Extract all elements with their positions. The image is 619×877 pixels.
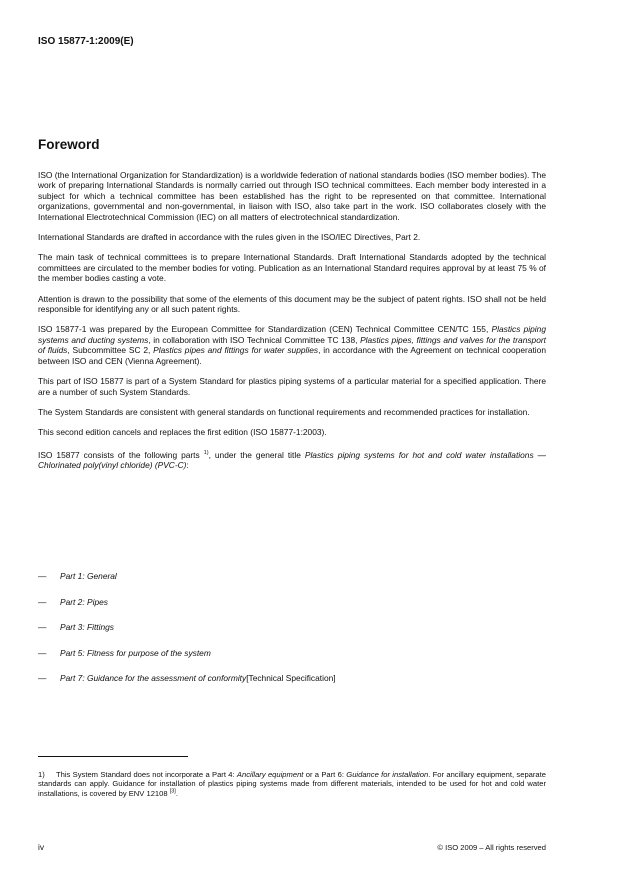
list-dash: — bbox=[38, 596, 47, 607]
list-item bbox=[38, 648, 546, 674]
page-number: iv bbox=[38, 842, 45, 852]
part-name: Guidance for installation bbox=[346, 770, 429, 779]
part-title: Part 5: Fitness for purpose of the system bbox=[60, 647, 211, 658]
text-segment: ISO 15877 consists of the following parts bbox=[38, 449, 204, 460]
list-dash: — bbox=[38, 673, 47, 683]
paragraph-iso-intro: ISO (the International Organization for Standardization) is a worldwide federation of national standards bodies (ISO member bodies). The work of preparing International Standards is normally carried out through ISO technical committees. Each member body interested in a subject for which a technical committee has been established has the right to be represented on that committee. International organizations, governmental and non-governmental, in liaison with ISO, also take part in the work. ISO collaborates closely with the International Electrotechnical Commission (IEC) on all matters of electrotechnical standardization. bbox=[38, 170, 546, 222]
footnote-separator bbox=[38, 756, 188, 757]
copyright-notice: © ISO 2009 – All rights reserved bbox=[437, 843, 546, 852]
part-note: [Technical Specification] bbox=[246, 673, 336, 683]
list-dash: — bbox=[38, 647, 47, 658]
text-segment: : bbox=[186, 460, 189, 471]
text-segment: This System Standard does not incorporate a Part 4: bbox=[56, 770, 237, 779]
list-item bbox=[38, 673, 546, 699]
subcommittee-title: Plastics pipes and fittings for water supplies bbox=[153, 345, 319, 356]
text-segment: . For ancillary equipment, separate standards can apply. Guidance for installation of plastics piping systems made from different materials, intended to be used for hot and cold water installations, is covered by ENV 12108 bbox=[38, 770, 546, 798]
text-segment: , in collaboration with ISO Technical Committee TC 138, bbox=[148, 334, 361, 345]
part-name: Ancillary equipment bbox=[236, 770, 304, 779]
list-item bbox=[38, 597, 546, 623]
document-header-id: ISO 15877-1:2009(E) bbox=[38, 36, 134, 47]
committee-title: Plastics piping systems and ducting systems bbox=[38, 324, 546, 345]
list-dash: — bbox=[38, 571, 47, 581]
committee-title: Plastics pipes, fittings and valves for the transport of fluids bbox=[38, 334, 546, 356]
text-segment: . bbox=[175, 788, 178, 798]
paragraph-committees-task: The main task of technical committees is to prepare International Standards. Draft International Standards adopted by the technical committees are circulated to the member bodies for voting. Publication as an International Standard requires approval by at least 75 % of the member bodies casting a vote. bbox=[38, 252, 546, 284]
bibliography-reference[interactable]: [3] bbox=[169, 788, 176, 795]
part-title: Part 2: Pipes bbox=[60, 596, 108, 607]
paragraph-edition: This second edition cancels and replaces the first edition (ISO 15877-1:2003). bbox=[38, 427, 327, 438]
paragraph-system-standard: This part of ISO 15877 is part of a System Standard for plastics piping systems of a particular material for a specified application. There are a number of such System Standards. bbox=[38, 376, 546, 397]
part-title: Part 1: General bbox=[60, 571, 117, 581]
footnote-reference[interactable]: 1) bbox=[203, 449, 209, 456]
footnote bbox=[38, 770, 546, 798]
list-item bbox=[38, 571, 546, 597]
text-segment: or a Part 6: bbox=[303, 770, 347, 779]
text-segment: , under the general title bbox=[208, 449, 305, 460]
footnote-mark: 1) bbox=[38, 770, 45, 779]
paragraph-preparation bbox=[38, 324, 546, 366]
text-segment: ISO 15877-1 was prepared by the European Committee for Standardization (CEN) Technical Committee CEN/TC 155, bbox=[38, 324, 492, 335]
list-item bbox=[38, 622, 546, 648]
foreword-body bbox=[38, 170, 546, 481]
list-dash: — bbox=[38, 622, 47, 632]
text-segment: , Subcommittee SC 2, bbox=[67, 345, 154, 356]
paragraph-patent-rights: Attention is drawn to the possibility that some of the elements of this document may be the subject of patent rights. ISO shall not be held responsible for identifying any or all such patent rights. bbox=[38, 293, 546, 315]
text-segment: , in accordance with the Agreement on technical cooperation between ISO and CEN (Vienna Agreement). bbox=[38, 345, 546, 366]
parts-list bbox=[38, 571, 546, 699]
part-title: Part 3: Fittings bbox=[60, 622, 114, 632]
part-title: Part 7: Guidance for the assessment of conformity bbox=[60, 673, 247, 683]
paragraph-drafting-rules: International Standards are drafted in accordance with the rules given in the ISO/IEC Directives, Part 2. bbox=[38, 232, 421, 243]
paragraph-parts-intro bbox=[38, 450, 546, 471]
paragraph-consistency: The System Standards are consistent with general standards on functional requirements and recommended practices for installation. bbox=[38, 406, 530, 417]
general-title: Plastics piping systems for hot and cold water installations — Chlorinated poly(vinyl chloride) (PVC-C) bbox=[38, 449, 546, 471]
page-title: Foreword bbox=[38, 137, 100, 152]
